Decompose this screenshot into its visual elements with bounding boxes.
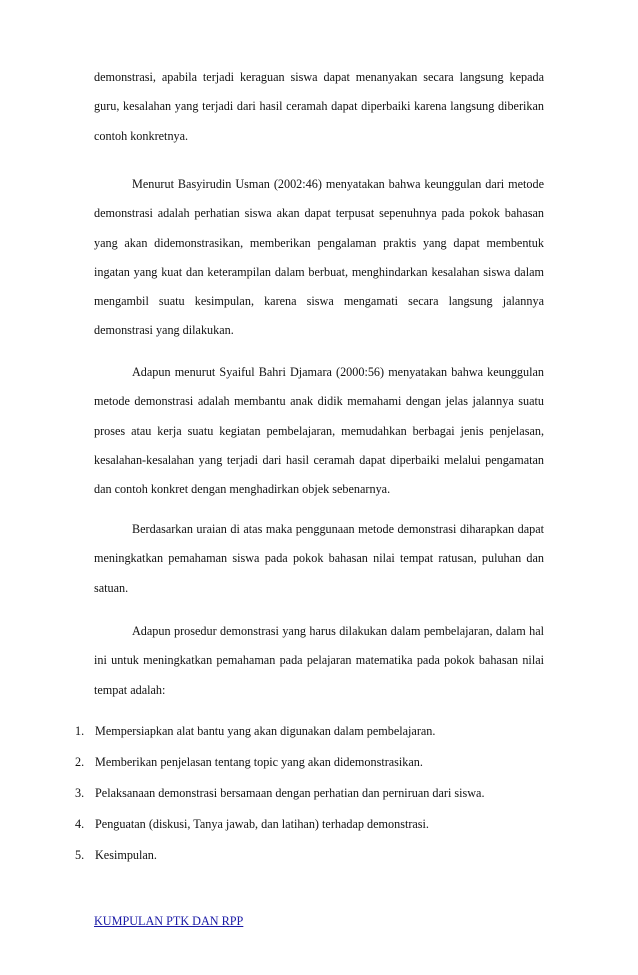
list-item-number: 4. (75, 817, 85, 831)
list-item (75, 750, 555, 781)
paragraph-basyirudin-usman: Menurut Basyirudin Usman (2002:46) menyatakan bahwa keunggulan dari metode demonstrasi adalah perhatian siswa akan dapat terpusat sepenuhnya pada pokok bahasan yang akan didemonstrasikan, memberikan pengalaman praktis yang dapat membentuk ingatan yang kuat dan keterampilan dalam berbuat, menghindarkan kesalahan siswa dalam mengambil suatu kesimpulan, karena siswa mengamati secara langsung jalannya demonstrasi yang dilakukan. (94, 177, 544, 338)
list-item-number: 3. (75, 786, 85, 800)
paragraph-continuation: demonstrasi, apabila terjadi keraguan siswa dapat menanyakan secara langsung kepada guru, kesalahan yang terjadi dari hasil ceramah dapat diperbaiki karena langsung diberikan contoh konkretnya. (94, 70, 544, 143)
list-item (75, 843, 555, 874)
footer-link[interactable]: KUMPULAN PTK DAN RPP (94, 914, 244, 928)
paragraph-prosedur: Adapun prosedur demonstrasi yang harus dilakukan dalam pembelajaran, dalam hal ini untuk meningkatkan pemahaman pada pelajaran matematika pada pokok bahasan nilai tempat adalah: (94, 624, 544, 697)
list-item (75, 812, 555, 843)
procedure-list (75, 719, 555, 874)
list-item-number: 2. (75, 755, 85, 769)
list-item-text: Penguatan (diskusi, Tanya jawab, dan latihan) terhadap demonstrasi. (95, 817, 429, 831)
paragraph-berdasarkan: Berdasarkan uraian di atas maka penggunaan metode demonstrasi diharapkan dapat meningkatkan pemahaman siswa pada pokok bahasan nilai tempat ratusan, puluhan dan satuan. (94, 522, 544, 595)
list-item-number: 5. (75, 848, 85, 862)
list-item-text: Mempersiapkan alat bantu yang akan digunakan dalam pembelajaran. (95, 724, 436, 738)
list-item (75, 781, 555, 812)
list-item-text: Memberikan penjelasan tentang topic yang akan didemonstrasikan. (95, 755, 423, 769)
list-item-text: Kesimpulan. (95, 848, 157, 862)
list-item (75, 719, 555, 750)
list-item-number: 1. (75, 724, 85, 738)
list-item-text: Pelaksanaan demonstrasi bersamaan dengan perhatian dan perniruan dari siswa. (95, 786, 485, 800)
paragraph-syaiful-bahri: Adapun menurut Syaiful Bahri Djamara (2000:56) menyatakan bahwa keunggulan metode demonstrasi adalah membantu anak didik memahami dengan jelas jalannya suatu proses atau kerja suatu kegiatan pembelajaran, memudahkan berbagai jenis penjelasan, kesalahan-kesalahan yang terjadi dari hasil ceramah dapat diperbaiki melalui pengamatan dan contoh konkret dengan menghadirkan objek sebenarnya. (94, 365, 544, 497)
